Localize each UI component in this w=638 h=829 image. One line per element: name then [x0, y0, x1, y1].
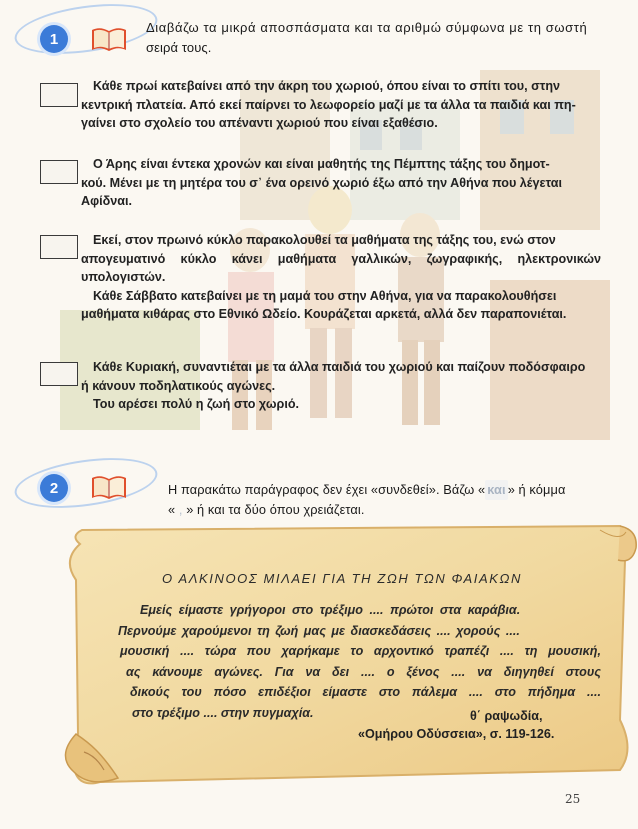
poem-line: Εμείς είμαστε γρήγοροι στο τρέξιμο .... πρώτοι στα καράβια.	[140, 603, 521, 617]
text-line: κεντρική πλατεία. Από εκεί παίρνει το λεωφορείο μαζί με τα άλλα τα παιδιά και πη-	[81, 97, 576, 112]
decorative-oval	[11, 0, 160, 62]
poem-line: Περνούμε χαρούμενοι τη ζωή μας με διασκεδάσεις .... χορούς ....	[118, 623, 520, 638]
poem-line: στο τρέξιμο .... στην πυγμαχία.	[132, 705, 314, 720]
text-fragment-1	[81, 77, 601, 133]
text-line: ή κάνουν ποδηλατικούς αγώνες.	[81, 378, 276, 393]
open-book-icon	[90, 474, 128, 500]
text-line: Του αρέσει πολύ η ζωή στο χωριό.	[93, 397, 300, 411]
text-line: Εκεί, στον πρωινό κύκλο παρακολουθεί τα μαθήματα της τάξης του, ενώ στον	[93, 233, 556, 247]
text-line: Κάθε Κυριακή, συναντιέται με τα άλλα παιδιά του χωριού και παίζουν ποδόσφαιρο	[93, 360, 586, 374]
text-line: Κάθε πρωί κατεβαίνει από την άκρη του χωριού, όπου είναι το σπίτι του, στην	[93, 79, 561, 93]
order-number-box-3[interactable]	[40, 235, 78, 259]
source-citation: «Ομήρου Οδύσσεια», σ. 119-126.	[358, 727, 555, 741]
instruction-line	[168, 500, 608, 520]
instruction-line	[168, 480, 608, 500]
text-line: Ο Άρης είναι έντεκα χρονών και είναι μαθητής της Πέμπτης τάξης του δημοτ-	[93, 157, 550, 171]
instruction-text: «	[168, 502, 176, 517]
text-fragment-4	[81, 358, 601, 414]
exercise2-instruction	[168, 480, 608, 520]
instruction-text: » ή κόμμα	[507, 482, 566, 497]
text-line: μαθήματα κιθάρας στο Εθνικό Ωδείο. Κουράζεται αρκετά, αλλά δεν παραπονιέται.	[81, 307, 567, 321]
decorative-oval	[11, 450, 160, 516]
scroll-text	[118, 600, 601, 723]
instruction-line: σειρά τους.	[146, 40, 212, 55]
text-line: Κάθε Σάββατο κατεβαίνει με τη μαμά του στην Αθήνα, για να παρακολουθήσει	[93, 288, 557, 303]
scroll-title: Ο ΑΛΚΙΝΟΟΣ ΜΙΛΑΕΙ ΓΙΑ ΤΗ ΖΩΗ ΤΩΝ ΦΑΙΑΚΩΝ	[162, 571, 523, 586]
order-number-box-4[interactable]	[40, 362, 78, 386]
page-number: 25	[565, 792, 581, 806]
text-fragment-2	[81, 155, 601, 211]
poem-line: δικούς του πόσο επιδέξιοι είμαστε στο πάλεμα .... στο πήδημα ....	[130, 685, 601, 699]
comma-sample: ,	[175, 502, 187, 517]
text-line: Αφίδναι.	[81, 194, 132, 208]
text-line: κού. Μένει με τη μητέρα του σ᾽ ένα ορεινό χωριό έξω από την Αθήνα που λέγεται	[81, 175, 562, 190]
source-chapter: θ΄ ραψωδία,	[470, 709, 543, 723]
text-fragment-3	[81, 231, 601, 324]
text-line: γαίνει στο σχολείο του απέναντι χωριού που είναι εξαθέσιο.	[81, 116, 438, 130]
instruction-text: » ή και τα δύο όπου χρειάζεται.	[186, 502, 365, 517]
order-number-box-1[interactable]	[40, 83, 78, 107]
text-line: απογευματινό κύκλο κάνει μαθήματα γαλλικών, ζωγραφικής, ηλεκτρονικών	[81, 251, 601, 266]
instruction-line: Διαβάζω τα μικρά αποσπάσματα και τα αριθμώ σύμφωνα με τη σωστή	[146, 20, 588, 35]
exercise-number-badge: 1	[40, 25, 68, 53]
exercise1-instruction	[146, 18, 606, 58]
poem-line: ας κάνουμε αγώνες. Για να δει .... ο ξένος .... να διηγηθεί στους	[126, 664, 601, 679]
exercise-number-badge: 2	[40, 474, 68, 502]
text-line: υπολογιστών.	[81, 270, 166, 284]
open-book-icon	[90, 26, 128, 52]
order-number-box-2[interactable]	[40, 160, 78, 184]
instruction-text: Η παρακάτω παράγραφος δεν έχει «συνδεθεί». Βάζω «	[168, 482, 486, 497]
kai-word-sample: και	[485, 480, 507, 500]
poem-line: μουσική .... τώρα που χαρήκαμε το αρχοντικό τραπέζι .... τη μουσική,	[120, 644, 601, 658]
